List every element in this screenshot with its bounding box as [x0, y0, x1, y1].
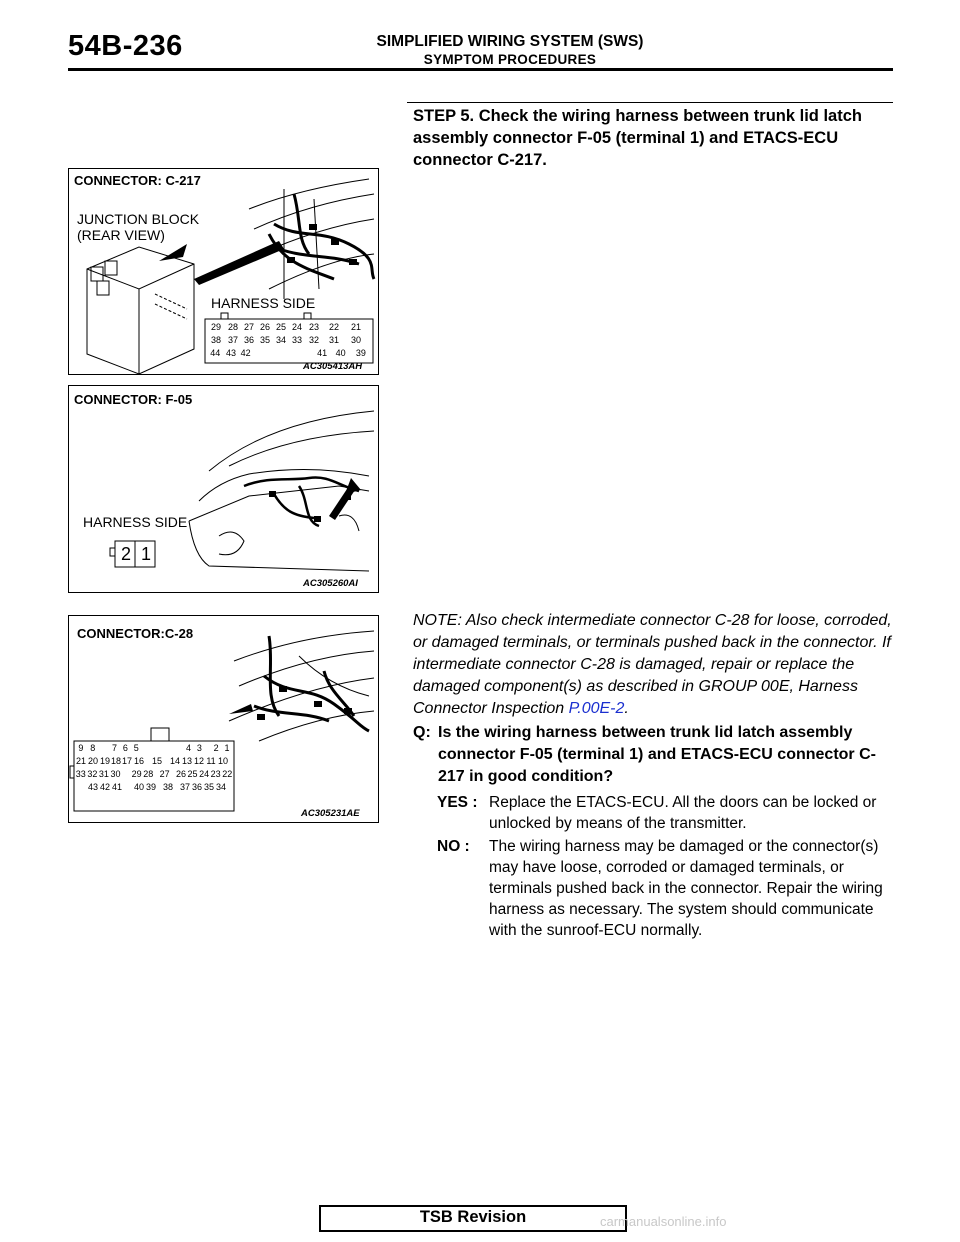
pin: 17	[121, 756, 132, 766]
trunk-lid-illustration	[69, 386, 378, 592]
connector-label: CONNECTOR:C-28	[77, 626, 194, 641]
pin: 28	[227, 322, 238, 332]
pin: 23	[308, 322, 319, 332]
pin: 35	[203, 782, 214, 792]
figure-code: AC305413AH	[303, 361, 363, 372]
pin: 24	[199, 769, 210, 779]
pin: 8	[90, 743, 96, 753]
pin: 22	[222, 769, 233, 779]
pin: 31	[98, 769, 109, 779]
header-divider	[68, 68, 893, 71]
pin: 42	[99, 782, 110, 792]
watermark: carmanualsonline.info	[600, 1214, 727, 1229]
note-end: .	[624, 700, 629, 717]
pin: 29	[210, 322, 221, 332]
question-prefix: Q:	[413, 724, 431, 741]
pin: 37	[227, 335, 238, 345]
pin: 40	[335, 348, 346, 358]
connector-label: CONNECTOR: C-217	[74, 173, 201, 188]
pin: 32	[308, 335, 319, 345]
step-heading: STEP 5. Check the wiring harness between trunk lid latch assembly connector F-05 (terminal 1) and ETACS-ECU connector C-217.	[413, 107, 862, 169]
pin: 10	[217, 756, 228, 766]
pin: 43	[225, 348, 236, 358]
pin: 28	[143, 769, 154, 779]
pin: 16	[133, 756, 144, 766]
pin: 43	[87, 782, 98, 792]
figure-code: AC305231AE	[301, 808, 360, 819]
harness-side-label: HARNESS SIDE	[211, 295, 316, 311]
pin: 3	[196, 743, 202, 753]
pin: 33	[291, 335, 302, 345]
pin: 41	[317, 348, 328, 358]
answer-text: The wiring harness may be damaged or the connector(s) may have loose, corroded or damaged terminals, or terminals pushed back in the connector. Repair the wiring harness as necessary. The system should communicate with the sunroof-ECU normally.	[489, 838, 883, 939]
pin: 37	[179, 782, 190, 792]
pin-grid	[75, 743, 233, 792]
pin: 12	[193, 756, 204, 766]
pin: 18	[111, 756, 122, 766]
step-divider	[407, 102, 893, 103]
connector-label: CONNECTOR: F-05	[74, 392, 193, 407]
answer-yes	[413, 792, 893, 834]
pin: 42	[240, 348, 251, 358]
answer-text: Replace the ETACS-ECU. All the doors can be locked or unlocked by means of the transmitter.	[489, 794, 877, 832]
pin: 38	[162, 782, 173, 792]
pin: 25	[275, 322, 286, 332]
note-paragraph	[413, 610, 893, 720]
pin: 35	[259, 335, 270, 345]
pin: 27	[159, 769, 170, 779]
location-label-view: (REAR VIEW)	[77, 227, 165, 243]
pin: 34	[215, 782, 226, 792]
pin: 9	[78, 743, 84, 753]
figure-connector-f05	[68, 385, 379, 593]
pin: 38	[210, 335, 221, 345]
page-title: SIMPLIFIED WIRING SYSTEM (SWS)	[376, 33, 644, 50]
pin: 21	[75, 756, 86, 766]
pin: 25	[187, 769, 198, 779]
answer-no	[413, 836, 893, 941]
footer-label: TSB Revision	[419, 1208, 527, 1226]
pin: 24	[291, 322, 302, 332]
location-label: JUNCTION BLOCK	[77, 211, 200, 227]
figure-code: AC305260AI	[303, 578, 358, 589]
pin: 15	[151, 756, 162, 766]
pin: 32	[87, 769, 98, 779]
pin: 39	[145, 782, 156, 792]
pin: 30	[350, 335, 361, 345]
answer-prefix: NO :	[437, 838, 470, 855]
pin: 40	[133, 782, 144, 792]
figure-connector-c217	[68, 168, 379, 375]
pin: 26	[259, 322, 270, 332]
pin: 31	[328, 335, 339, 345]
question-text: Is the wiring harness between trunk lid latch assembly connector F-05 (terminal 1) and ETACS-ECU connector C-217 in good condition?	[438, 724, 876, 785]
pin: 2	[213, 743, 219, 753]
pin: 27	[243, 322, 254, 332]
question	[413, 722, 893, 788]
pin: 23	[210, 769, 221, 779]
pin: 29	[131, 769, 142, 779]
reference-link[interactable]: P.00E-2	[568, 700, 625, 717]
pin: 21	[350, 322, 361, 332]
pin-grid	[207, 322, 371, 358]
pin: 6	[122, 743, 128, 753]
page-number: 54B-236	[68, 30, 183, 62]
pin: 36	[243, 335, 254, 345]
harness-side-label: HARNESS SIDE	[83, 514, 188, 530]
pin-2: 2	[120, 544, 131, 564]
pin: 41	[111, 782, 122, 792]
figure-connector-c28	[68, 615, 379, 823]
answer-prefix: YES :	[437, 794, 478, 811]
pin: 5	[133, 743, 139, 753]
pin: 4	[186, 743, 192, 753]
pin: 7	[111, 743, 117, 753]
pin: 14	[169, 756, 180, 766]
pin: 11	[206, 756, 216, 766]
pin-1: 1	[140, 544, 151, 564]
pin: 13	[181, 756, 192, 766]
note-text: NOTE: Also check intermediate connector C-28 for loose, corroded, or damaged terminals, or terminals pushed back in the connector. If intermediate connector C-28 is damaged, repair or replace the damaged component(s) as described in GROUP 00E, Harness Connector Inspection	[413, 612, 892, 717]
pin: 1	[224, 743, 230, 753]
page-subtitle: SYMPTOM PROCEDURES	[423, 52, 597, 67]
pin: 26	[175, 769, 186, 779]
pin: 39	[355, 348, 366, 358]
pin: 36	[191, 782, 202, 792]
pin: 33	[75, 769, 86, 779]
pin: 34	[275, 335, 286, 345]
pin: 22	[328, 322, 339, 332]
pin: 44	[210, 348, 221, 358]
pin: 20	[87, 756, 98, 766]
pin: 19	[99, 756, 110, 766]
pin: 30	[110, 769, 121, 779]
